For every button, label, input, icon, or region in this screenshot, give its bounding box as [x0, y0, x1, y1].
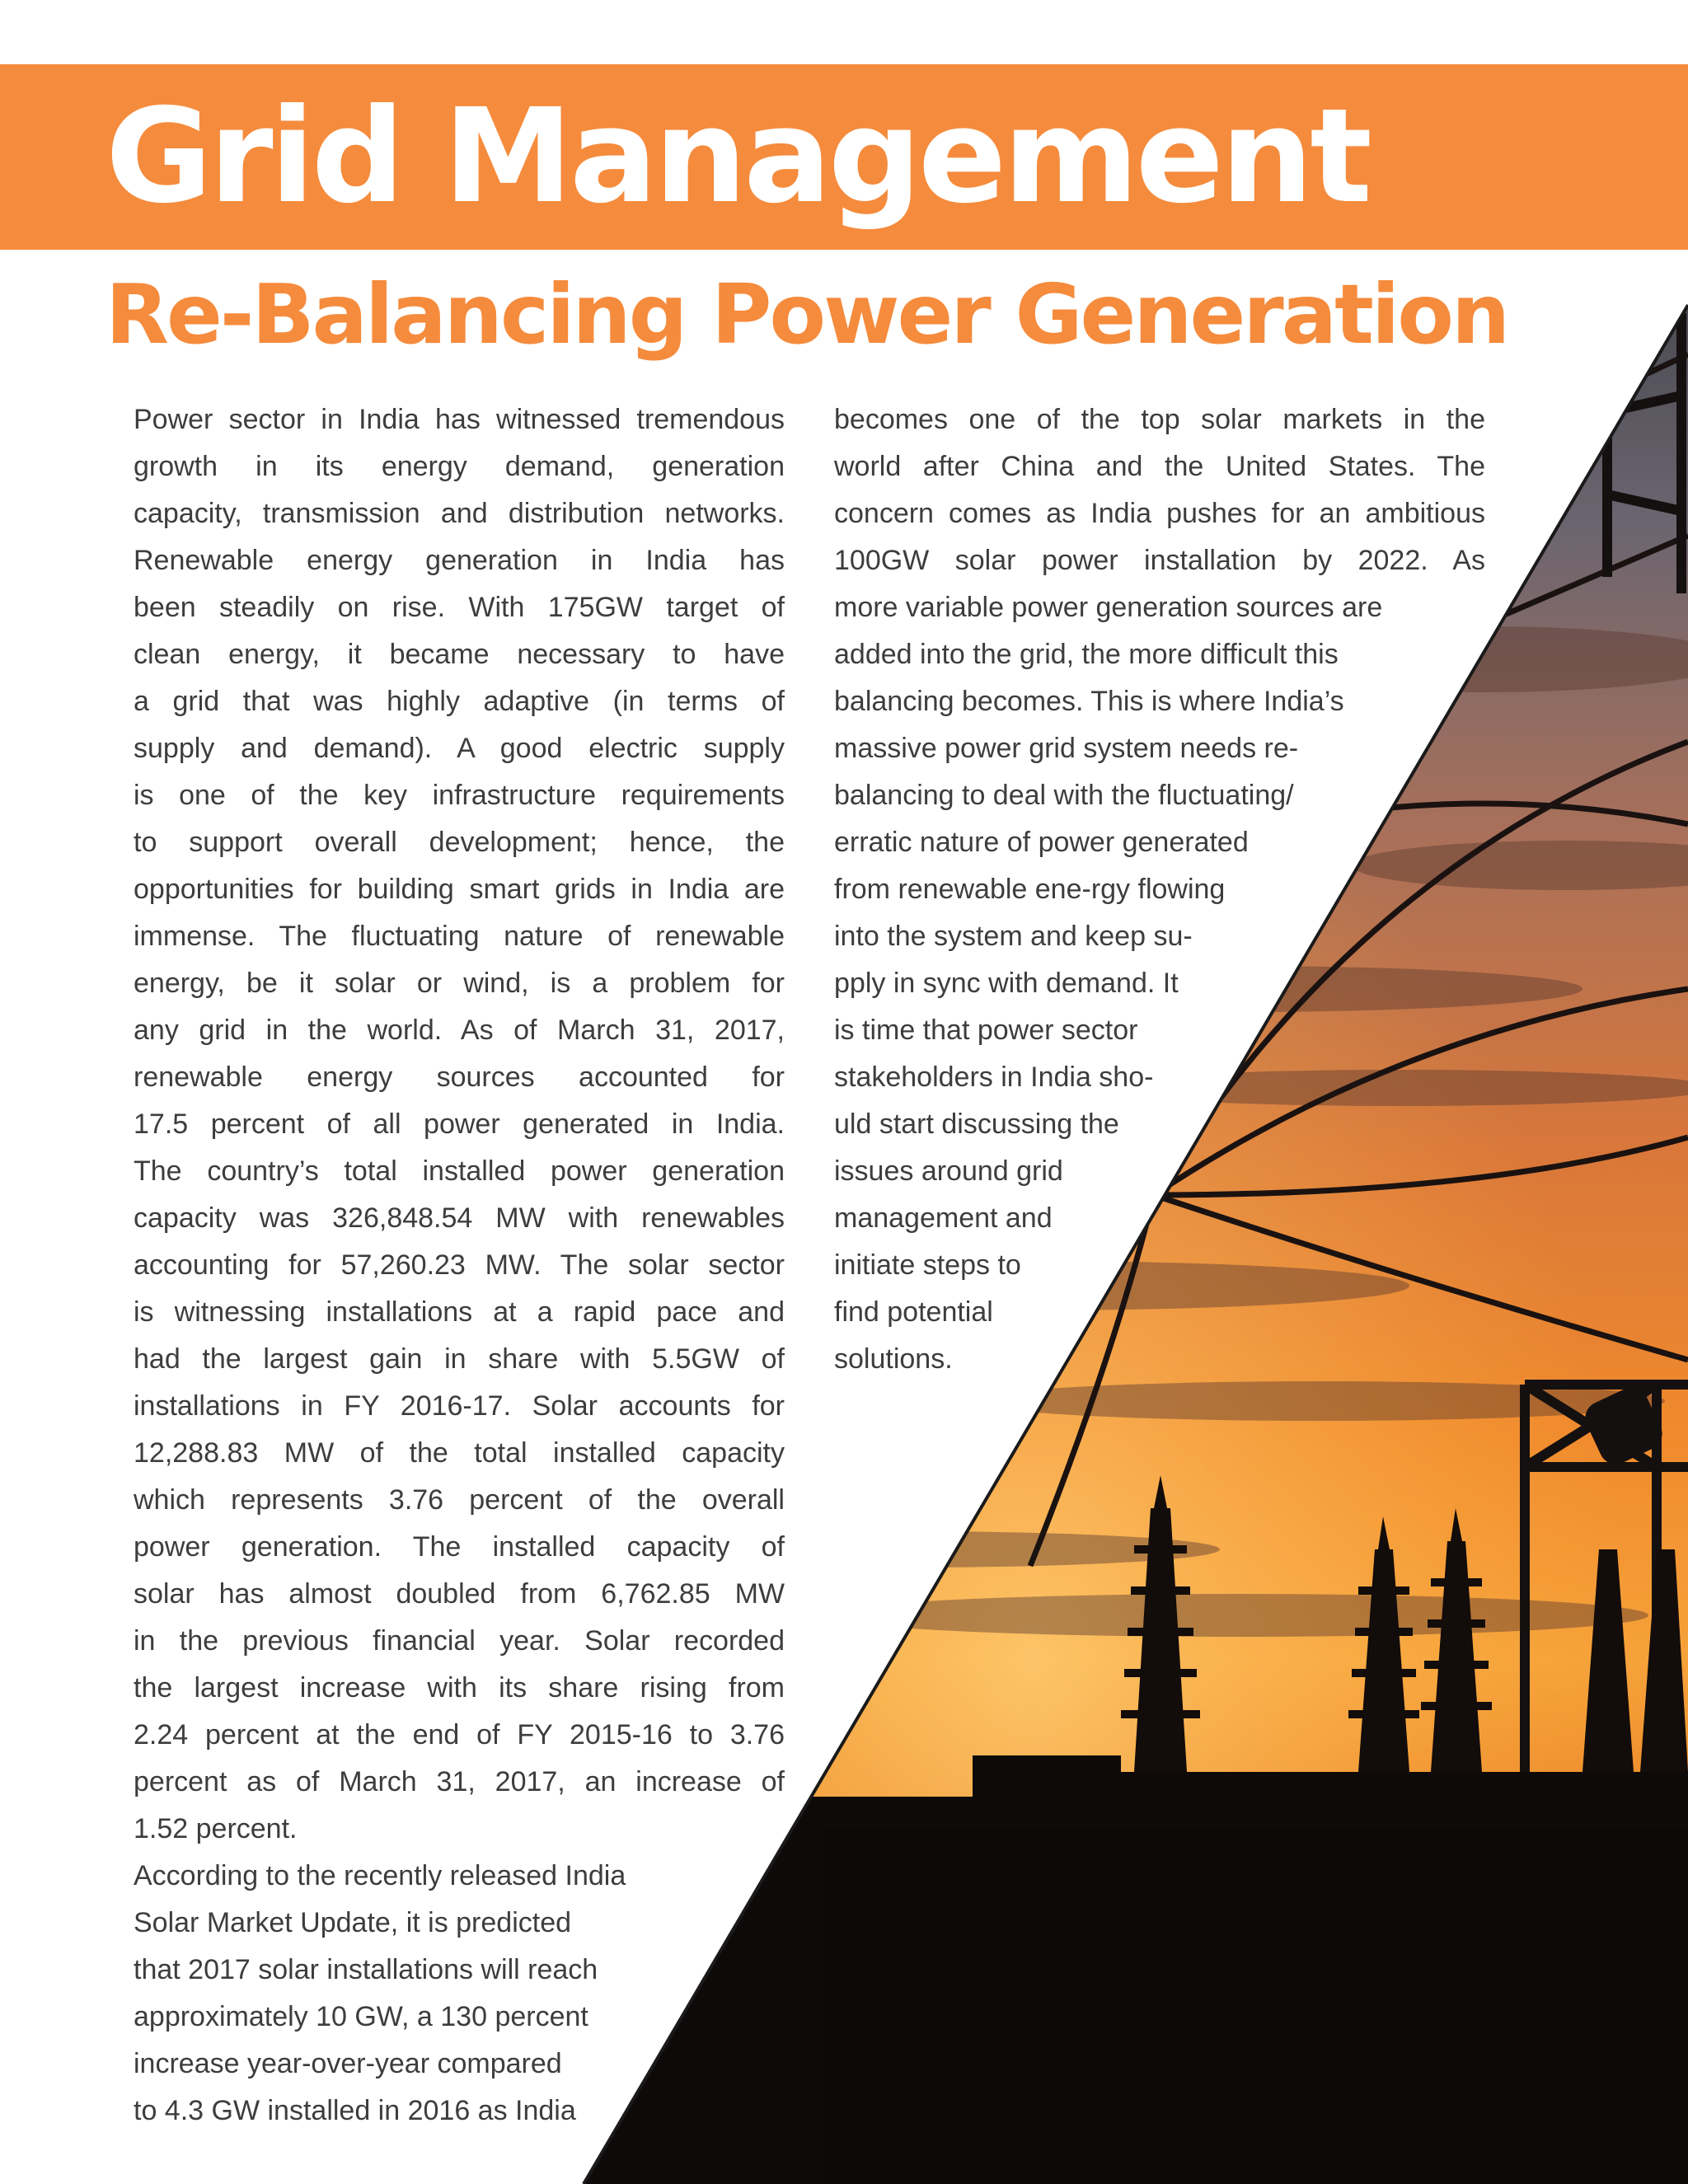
article-line: in the previous financial year. Solar recorded [134, 1625, 785, 1657]
article-line: balancing to deal with the fluctuating/ [834, 780, 1294, 811]
article-line: The country’s total installed power generation [134, 1155, 785, 1187]
article-line: from renewable ene-rgy flowing [834, 874, 1226, 905]
article-line: find potential [834, 1296, 993, 1328]
article-line: approximately 10 GW, a 130 percent [134, 2001, 588, 2032]
article-line: solutions. [834, 1343, 953, 1375]
article-line: massive power grid system needs re- [834, 733, 1299, 764]
article-line: 1.52 percent. [134, 1813, 298, 1844]
article-line: issues around grid [834, 1155, 1063, 1187]
article-line: clean energy, it became necessary to have [134, 639, 785, 670]
article-line: into the system and keep su- [834, 921, 1193, 952]
article-line: Solar Market Update, it is predicted [134, 1907, 572, 1938]
article-line: capacity was 326,848.54 MW with renewables [134, 1202, 785, 1234]
article-line: 100GW solar power installation by 2022. As [834, 545, 1485, 576]
article-line: becomes one of the top solar markets in the [834, 404, 1485, 435]
article-line: According to the recently released India [134, 1860, 626, 1891]
article-column-1 [134, 396, 785, 2135]
article-column-2 [834, 396, 1485, 1383]
article-line: world after China and the United States. The [834, 451, 1485, 482]
article-line: that 2017 solar installations will reach [134, 1954, 598, 1985]
article-line: supply and demand). A good electric supply [134, 733, 785, 764]
article-line: is one of the key infrastructure requirements [134, 780, 785, 811]
article-line: 17.5 percent of all power generated in India. [134, 1108, 785, 1140]
article-line: increase year-over-year compared [134, 2048, 562, 2079]
article-line: solar has almost doubled from 6,762.85 MW [134, 1578, 785, 1610]
article-line: power generation. The installed capacity of [134, 1531, 785, 1563]
article-line: is witnessing installations at a rapid pace and [134, 1296, 785, 1328]
article-line: which represents 3.76 percent of the overall [134, 1484, 785, 1516]
article-line: the largest increase with its share rising from [134, 1672, 785, 1704]
article-line: opportunities for building smart grids in India are [134, 874, 785, 905]
article-line: 2.24 percent at the end of FY 2015-16 to 3.76 [134, 1719, 785, 1750]
article-line: accounting for 57,260.23 MW. The solar sector [134, 1249, 785, 1281]
article-line: renewable energy sources accounted for [134, 1062, 785, 1093]
article-line: Power sector in India has witnessed tremendous [134, 404, 785, 435]
article-line: Renewable energy generation in India has [134, 545, 785, 576]
article-line: immense. The fluctuating nature of renewable [134, 921, 785, 952]
article-line: balancing becomes. This is where India’s [834, 686, 1344, 717]
article-line: had the largest gain in share with 5.5GW of [134, 1343, 785, 1375]
article-line: to 4.3 GW installed in 2016 as India [134, 2095, 576, 2126]
page-title: Grid Management [106, 81, 1369, 232]
article-line: a grid that was highly adaptive (in terms of [134, 686, 785, 717]
article-line: erratic nature of power generated [834, 827, 1249, 858]
article-line: any grid in the world. As of March 31, 2017, [134, 1015, 785, 1046]
article-line: stakeholders in India sho- [834, 1062, 1154, 1093]
article-line: energy, be it solar or wind, is a problem for [134, 968, 785, 999]
page-subtitle: Re-Balancing Power Generation [106, 266, 1508, 363]
article-line: is time that power sector [834, 1015, 1138, 1046]
article-line: management and [834, 1202, 1053, 1234]
article-line: installations in FY 2016-17. Solar accounts for [134, 1390, 785, 1422]
article-line: to support overall development; hence, the [134, 827, 785, 858]
article-line: initiate steps to [834, 1249, 1021, 1281]
article-line: pply in sync with demand. It [834, 968, 1179, 999]
article-line: concern comes as India pushes for an ambitious [834, 498, 1485, 529]
article-line: added into the grid, the more difficult this [834, 639, 1339, 670]
article-line: capacity, transmission and distribution networks. [134, 498, 785, 529]
article-line: percent as of March 31, 2017, an increase of [134, 1766, 785, 1797]
article-line: growth in its energy demand, generation [134, 451, 785, 482]
article-line: been steadily on rise. With 175GW target of [134, 592, 785, 623]
article-line: more variable power generation sources are [834, 592, 1383, 623]
article-line: uld start discussing the [834, 1108, 1119, 1140]
article-line: 12,288.83 MW of the total installed capacity [134, 1437, 785, 1469]
